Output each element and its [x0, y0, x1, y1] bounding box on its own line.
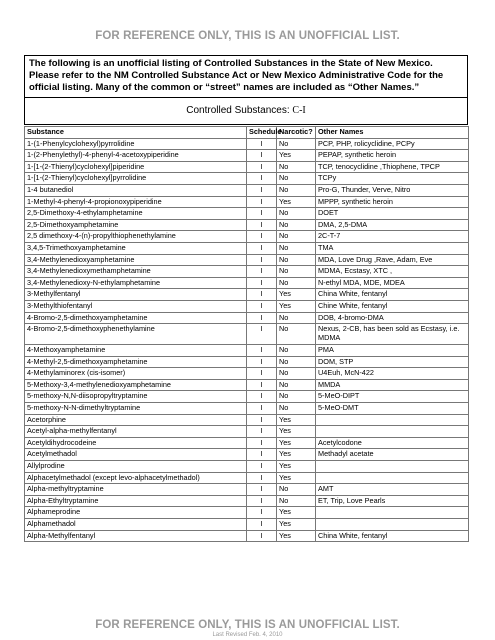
- substance-cell: 2,5-Dimethoxyamphetamine: [25, 219, 247, 231]
- substance-cell: 1-(2-Phenylethyl)-4-phenyl-4-acetoxypiperidine: [25, 150, 247, 162]
- header-other-names: Other Names: [316, 127, 469, 139]
- other-names-cell: TCPy: [316, 173, 469, 185]
- table-row: [25, 391, 469, 403]
- other-names-cell: MDMA, Ecstasy, XTC ,: [316, 266, 469, 278]
- table-row: [25, 472, 469, 484]
- narcotic-cell: No: [277, 266, 316, 278]
- narcotic-cell: No: [277, 379, 316, 391]
- schedule-cell: I: [247, 495, 277, 507]
- narcotic-cell: No: [277, 324, 316, 345]
- header-narcotic: Narcotic?: [277, 127, 316, 139]
- narcotic-cell: No: [277, 495, 316, 507]
- schedule-cell: I: [247, 266, 277, 278]
- other-names-cell: Chine White, fentanyl: [316, 300, 469, 312]
- substance-cell: 4-Bromo-2,5-dimethoxyphenethylamine: [25, 324, 247, 345]
- table-row: [25, 138, 469, 150]
- narcotic-cell: Yes: [277, 289, 316, 301]
- narcotic-cell: No: [277, 368, 316, 380]
- substance-cell: Allylprodine: [25, 461, 247, 473]
- schedule-title-code: C-I: [292, 105, 306, 116]
- schedule-cell: I: [247, 345, 277, 357]
- schedule-cell: I: [247, 289, 277, 301]
- schedule-cell: I: [247, 208, 277, 220]
- substance-cell: Alpha-Methylfentanyl: [25, 530, 247, 542]
- other-names-cell: Pro-G, Thunder, Verve, Nitro: [316, 184, 469, 196]
- substance-cell: 4-Bromo-2,5-dimethoxyamphetamine: [25, 312, 247, 324]
- other-names-cell: [316, 426, 469, 438]
- narcotic-cell: No: [277, 254, 316, 266]
- table-row: [25, 403, 469, 415]
- narcotic-cell: Yes: [277, 519, 316, 531]
- schedule-title: [25, 105, 467, 116]
- table-row: [25, 449, 469, 461]
- other-names-cell: [316, 414, 469, 426]
- table-row: [25, 356, 469, 368]
- other-names-cell: Nexus, 2-CB, has been sold as Ecstasy, i.e. MDMA: [316, 324, 469, 345]
- header-schedule: Schedule: [247, 127, 277, 139]
- substance-cell: 1-4 butanediol: [25, 184, 247, 196]
- narcotic-cell: No: [277, 277, 316, 289]
- other-names-cell: PEPAP, synthetic heroin: [316, 150, 469, 162]
- other-names-cell: China White, fentanyl: [316, 289, 469, 301]
- table-row: [25, 161, 469, 173]
- substance-cell: Alphameprodine: [25, 507, 247, 519]
- narcotic-cell: Yes: [277, 530, 316, 542]
- substance-cell: Alpha-methyltryptamine: [25, 484, 247, 496]
- other-names-cell: 5-MeO-DIPT: [316, 391, 469, 403]
- other-names-cell: TCP, tenocyclidine ,Thiophene, TPCP: [316, 161, 469, 173]
- substance-cell: 3,4-Methylenedioxyamphetamine: [25, 254, 247, 266]
- other-names-cell: N-ethyl MDA, MDE, MDEA: [316, 277, 469, 289]
- narcotic-cell: No: [277, 312, 316, 324]
- narcotic-cell: Yes: [277, 472, 316, 484]
- reference-banner-bottom: FOR REFERENCE ONLY, THIS IS AN UNOFFICIAL LIST.: [95, 619, 400, 631]
- schedule-cell: I: [247, 231, 277, 243]
- narcotic-cell: No: [277, 184, 316, 196]
- substance-cell: 5-Methoxy-3,4-methylenedioxyamphetamine: [25, 379, 247, 391]
- table-row: [25, 208, 469, 220]
- other-names-cell: MDA, Love Drug ,Rave, Adam, Eve: [316, 254, 469, 266]
- schedule-cell: I: [247, 300, 277, 312]
- other-names-cell: 5-MeO-DMT: [316, 403, 469, 415]
- table-row: [25, 242, 469, 254]
- table-row: [25, 289, 469, 301]
- schedule-cell: I: [247, 173, 277, 185]
- substance-cell: 1-Methyl-4-phenyl-4-propionoxypiperidine: [25, 196, 247, 208]
- schedule-cell: I: [247, 356, 277, 368]
- other-names-cell: PCP, PHP, rolicyclidine, PCPy: [316, 138, 469, 150]
- table-row: [25, 379, 469, 391]
- table-row: [25, 495, 469, 507]
- substance-cell: 4-Methoxyamphetamine: [25, 345, 247, 357]
- substance-cell: Alpha-Ethyltryptamine: [25, 495, 247, 507]
- substance-cell: 3,4-Methylenedioxymethamphetamine: [25, 266, 247, 278]
- table-row: [25, 324, 469, 345]
- narcotic-cell: Yes: [277, 507, 316, 519]
- substance-cell: Alphacetylmethadol (except levo-alphacetylmethadol): [25, 472, 247, 484]
- other-names-cell: PMA: [316, 345, 469, 357]
- narcotic-cell: Yes: [277, 196, 316, 208]
- table-row: [25, 519, 469, 531]
- table-row: [25, 277, 469, 289]
- reference-banner-top: FOR REFERENCE ONLY, THIS IS AN UNOFFICIAL LIST.: [95, 30, 400, 42]
- narcotic-cell: No: [277, 219, 316, 231]
- schedule-cell: I: [247, 368, 277, 380]
- schedule-cell: I: [247, 403, 277, 415]
- other-names-cell: [316, 472, 469, 484]
- table-row: [25, 368, 469, 380]
- other-names-cell: MPPP, synthetic heroin: [316, 196, 469, 208]
- other-names-cell: [316, 461, 469, 473]
- table-header-row: [25, 127, 469, 139]
- schedule-cell: I: [247, 391, 277, 403]
- other-names-cell: DOET: [316, 208, 469, 220]
- substance-cell: Acetorphine: [25, 414, 247, 426]
- table-row: [25, 461, 469, 473]
- narcotic-cell: No: [277, 484, 316, 496]
- schedule-cell: I: [247, 379, 277, 391]
- substance-cell: 2,5-Dimethoxy-4-ethylamphetamine: [25, 208, 247, 220]
- other-names-cell: MMDA: [316, 379, 469, 391]
- narcotic-cell: No: [277, 345, 316, 357]
- schedule-cell: I: [247, 196, 277, 208]
- other-names-cell: 2C-T-7: [316, 231, 469, 243]
- table-row: [25, 426, 469, 438]
- schedule-cell: I: [247, 507, 277, 519]
- narcotic-cell: No: [277, 161, 316, 173]
- table-row: [25, 266, 469, 278]
- other-names-cell: China White, fentanyl: [316, 530, 469, 542]
- schedule-cell: I: [247, 426, 277, 438]
- narcotic-cell: No: [277, 208, 316, 220]
- schedule-cell: I: [247, 472, 277, 484]
- other-names-cell: DOM, STP: [316, 356, 469, 368]
- narcotic-cell: No: [277, 356, 316, 368]
- substance-cell: 5-methoxy-N,N-diisopropyltryptamine: [25, 391, 247, 403]
- subtitle-box: [24, 97, 468, 125]
- schedule-cell: I: [247, 138, 277, 150]
- substance-cell: 3,4-Methylenedioxy-N-ethylamphetamine: [25, 277, 247, 289]
- table-row: [25, 196, 469, 208]
- table-row: [25, 507, 469, 519]
- narcotic-cell: Yes: [277, 426, 316, 438]
- last-revised: Last Revised Feb. 4, 2010: [212, 632, 283, 638]
- narcotic-cell: No: [277, 173, 316, 185]
- other-names-cell: [316, 507, 469, 519]
- narcotic-cell: No: [277, 231, 316, 243]
- other-names-cell: [316, 519, 469, 531]
- other-names-cell: AMT: [316, 484, 469, 496]
- schedule-cell: I: [247, 277, 277, 289]
- schedule-cell: I: [247, 437, 277, 449]
- substance-cell: 2,5 dimethoxy-4-(n)-propylthiophenethylamine: [25, 231, 247, 243]
- narcotic-cell: Yes: [277, 449, 316, 461]
- substance-cell: 1-[1-(2-Thienyl)cyclohexyl]piperidine: [25, 161, 247, 173]
- schedule-cell: I: [247, 324, 277, 345]
- narcotic-cell: Yes: [277, 437, 316, 449]
- substance-cell: 1-[1-(2-Thienyl)cyclohexyl]pyrrolidine: [25, 173, 247, 185]
- schedule-title-prefix: Controlled Substances:: [186, 105, 293, 116]
- table-row: [25, 300, 469, 312]
- table-row: [25, 173, 469, 185]
- substance-cell: Acetylmethadol: [25, 449, 247, 461]
- substance-cell: Alphamethadol: [25, 519, 247, 531]
- header-substance: Substance: [25, 127, 247, 139]
- schedule-cell: I: [247, 519, 277, 531]
- substance-cell: Acetyldihydrocodeine: [25, 437, 247, 449]
- narcotic-cell: No: [277, 403, 316, 415]
- narcotic-cell: Yes: [277, 461, 316, 473]
- substance-cell: 1-(1-Phenylcyclohexyl)pyrrolidine: [25, 138, 247, 150]
- other-names-cell: DMA, 2,5-DMA: [316, 219, 469, 231]
- narcotic-cell: No: [277, 242, 316, 254]
- substance-cell: 4-Methylaminorex (cis-isomer): [25, 368, 247, 380]
- table-row: [25, 150, 469, 162]
- substance-cell: 3-Methylthiofentanyl: [25, 300, 247, 312]
- substance-cell: 3,4,5-Trimethoxyamphetamine: [25, 242, 247, 254]
- narcotic-cell: Yes: [277, 150, 316, 162]
- table-row: [25, 437, 469, 449]
- substance-cell: 3-Methylfentanyl: [25, 289, 247, 301]
- narcotic-cell: No: [277, 391, 316, 403]
- schedule-cell: I: [247, 484, 277, 496]
- schedule-cell: I: [247, 254, 277, 266]
- other-names-cell: U4Euh, McN-422: [316, 368, 469, 380]
- narcotic-cell: Yes: [277, 414, 316, 426]
- other-names-cell: TMA: [316, 242, 469, 254]
- other-names-cell: Acetylcodone: [316, 437, 469, 449]
- table-row: [25, 219, 469, 231]
- narcotic-cell: No: [277, 138, 316, 150]
- table-row: [25, 484, 469, 496]
- schedule-cell: I: [247, 530, 277, 542]
- table-row: [25, 345, 469, 357]
- schedule-cell: I: [247, 150, 277, 162]
- substance-cell: Acetyl-alpha-methylfentanyl: [25, 426, 247, 438]
- table-row: [25, 312, 469, 324]
- table-row: [25, 231, 469, 243]
- schedule-cell: I: [247, 461, 277, 473]
- substance-cell: 4-Methyl-2,5-dimethoxyamphetamine: [25, 356, 247, 368]
- other-names-cell: DOB, 4-bromo-DMA: [316, 312, 469, 324]
- schedule-cell: I: [247, 242, 277, 254]
- schedule-cell: I: [247, 161, 277, 173]
- substance-cell: 5-methoxy-N-N-dimethyltryptamine: [25, 403, 247, 415]
- schedule-cell: I: [247, 312, 277, 324]
- table-row: [25, 254, 469, 266]
- intro-notice: The following is an unofficial listing of Controlled Substances in the State of New Mexico. Please refer to the NM Controlled Substance Act or New Mexico Administrative Code for the official listing. Many of the common or “street” names are included as “Other Names.”: [24, 55, 468, 97]
- schedule-cell: I: [247, 184, 277, 196]
- schedule-cell: I: [247, 414, 277, 426]
- narcotic-cell: Yes: [277, 300, 316, 312]
- schedule-cell: I: [247, 449, 277, 461]
- table-row: [25, 414, 469, 426]
- other-names-cell: ET, Trip, Love Pearls: [316, 495, 469, 507]
- schedule-cell: I: [247, 219, 277, 231]
- table-row: [25, 530, 469, 542]
- other-names-cell: Methadyl acetate: [316, 449, 469, 461]
- substances-table: [24, 126, 469, 542]
- table-row: [25, 184, 469, 196]
